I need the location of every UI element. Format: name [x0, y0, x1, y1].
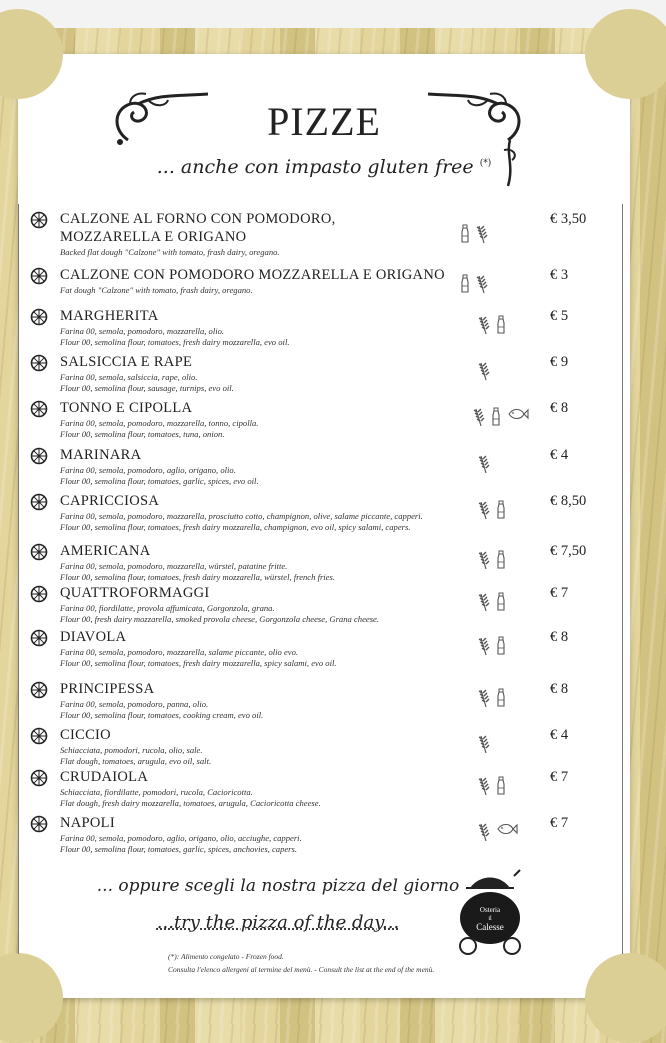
- allergen-icons: [478, 734, 496, 754]
- price: € 5: [550, 308, 569, 324]
- allergen-icons: [460, 224, 494, 244]
- price: € 8: [550, 681, 569, 697]
- price: € 8: [550, 400, 569, 416]
- price: € 4: [550, 727, 569, 743]
- allergen-icons: [478, 776, 512, 796]
- milk-bottle-icon: [496, 500, 506, 520]
- allergen-icons: [478, 500, 512, 520]
- milk-bottle-icon: [496, 315, 506, 335]
- milk-bottle-icon: [496, 550, 506, 570]
- left-rule: [18, 204, 19, 954]
- ingredients-english: Flour 00, semolina flour, tomatoes, garlic, spices, anchovies, capers.: [60, 844, 298, 854]
- daily-pizza-italian: ... oppure scegli la nostra pizza del giorno: [96, 876, 460, 896]
- pizza-name: PRINCIPESSA: [60, 681, 155, 697]
- allergen-icons: [478, 688, 512, 708]
- allergen-icons: [478, 636, 512, 656]
- footnote-frozen: (*): Alimento congelato - Frozen food.: [168, 952, 284, 961]
- pizza-name: CALZONE CON POMODORO MOZZARELLA E ORIGANO: [60, 267, 445, 283]
- ingredients-english: Flour 00, semolina flour, tomatoes, fresh dairy mozzarella, spicy salami, evo oil.: [60, 658, 337, 668]
- cart-wheel-icon: [30, 308, 48, 326]
- corner-cutout: [0, 953, 63, 1043]
- milk-bottle-icon: [460, 274, 470, 294]
- ingredients-italian: Farina 00, semola, pomodoro, mozzarella, tonno, cipolla.: [60, 418, 259, 428]
- wheat-icon: [478, 822, 490, 842]
- cart-wheel-icon: [30, 815, 48, 833]
- ingredients-italian: Backed flat dough "Calzone" with tomato, frash dairy, oregano.: [60, 247, 280, 257]
- top-bar: [0, 0, 666, 28]
- price: € 7: [550, 769, 569, 785]
- allergen-icons: [478, 454, 496, 474]
- cart-wheel-icon: [30, 354, 48, 372]
- wheat-icon: [478, 500, 490, 520]
- ingredients-italian: Schiacciata, fiordilatte, pomodori, rucola, Cacioricotta.: [60, 787, 253, 797]
- milk-bottle-icon: [496, 776, 506, 796]
- price: € 7: [550, 585, 569, 601]
- ingredients-italian: Schiacciata, pomodori, rucola, olio, sale.: [60, 745, 203, 755]
- pizza-name: CALZONE AL FORNO CON POMODORO,: [60, 211, 336, 227]
- price: € 9: [550, 354, 569, 370]
- milk-bottle-icon: [496, 592, 506, 612]
- ingredients-italian: Fat dough "Calzone" with tomato, frash dairy, oregano.: [60, 285, 253, 295]
- logo-line2: il: [488, 916, 492, 922]
- pizza-name: NAPOLI: [60, 815, 115, 831]
- daily-pizza-english: ...try the pizza of the day...: [156, 912, 400, 933]
- milk-bottle-icon: [460, 224, 470, 244]
- carriage-logo-icon: [456, 866, 524, 956]
- ingredients-italian: Farina 00, semola, salsiccia, rape, olio.: [60, 372, 198, 382]
- ingredients-italian: Farina 00, semola, pomodoro, mozzarella, prosciutto cotto, champignon, olive, salame piccante, capperi.: [60, 511, 423, 521]
- pizza-name: DIAVOLA: [60, 629, 127, 645]
- footnote-allergens: Consulta l'elenco allergeni al termine del menù. - Consult the list at the end of the menù.: [168, 965, 435, 974]
- ingredients-english: Flat dough, fresh dairy mozzarella, tomatoes, arugula, Cacioricotta cheese.: [60, 798, 321, 808]
- ingredients-italian: Farina 00, fiordilatte, provola affumicata, Gorgonzola, grana.: [60, 603, 275, 613]
- cart-wheel-icon: [30, 447, 48, 465]
- price: € 7: [550, 815, 569, 831]
- price: € 8,50: [550, 493, 587, 509]
- subtitle: [18, 156, 630, 178]
- milk-bottle-icon: [491, 407, 501, 427]
- osteria-logo: [456, 866, 524, 960]
- pizza-name: CAPRICCIOSA: [60, 493, 160, 509]
- allergen-icons: [478, 315, 512, 335]
- milk-bottle-icon: [496, 688, 506, 708]
- pizza-name: QUATTROFORMAGGI: [60, 585, 210, 601]
- price: € 3: [550, 267, 569, 283]
- wheat-icon: [476, 224, 488, 244]
- wheat-icon: [476, 274, 488, 294]
- ingredients-italian: Farina 00, semola, pomodoro, mozzarella, olio.: [60, 326, 225, 336]
- corner-cutout: [585, 953, 666, 1043]
- pizza-name: CICCIO: [60, 727, 111, 743]
- allergen-icons: [478, 592, 512, 612]
- wheat-icon: [478, 454, 490, 474]
- pizza-name: AMERICANA: [60, 543, 151, 559]
- fish-icon: [496, 822, 518, 836]
- pizza-name: CRUDAIOLA: [60, 769, 149, 785]
- ingredients-english: Flour 00, semolina flour, tomatoes, fresh dairy mozzarella, evo oil.: [60, 337, 290, 347]
- fish-icon: [507, 407, 529, 421]
- cart-wheel-icon: [30, 543, 48, 561]
- ingredients-english: Flat dough, tomatoes, arugula, evo oil, salt.: [60, 756, 212, 766]
- cart-wheel-icon: [30, 681, 48, 699]
- cart-wheel-icon: [30, 769, 48, 787]
- price: € 4: [550, 447, 569, 463]
- cart-wheel-icon: [30, 400, 48, 418]
- ingredients-english: Flour 00, semolina flour, tomatoes, cooking cream, evo oil.: [60, 710, 264, 720]
- ingredients-italian: Farina 00, semola, pomodoro, aglio, origano, olio, acciughe, capperi.: [60, 833, 302, 843]
- wheat-icon: [478, 776, 490, 796]
- pizza-name: TONNO E CIPOLLA: [60, 400, 193, 416]
- ingredients-italian: Farina 00, semola, pomodoro, panna, olio.: [60, 699, 209, 709]
- cart-wheel-icon: [30, 267, 48, 285]
- pizza-name: MARINARA: [60, 447, 142, 463]
- corner-cutout: [585, 9, 666, 99]
- cart-wheel-icon: [30, 493, 48, 511]
- ingredients-english: Flour 00, fresh dairy mozzarella, smoked provola cheese, Gorgonzola cheese, Grana cheese.: [60, 614, 380, 624]
- cart-wheel-icon: [30, 629, 48, 647]
- price: € 8: [550, 629, 569, 645]
- pizza-name: SALSICCIA E RAPE: [60, 354, 193, 370]
- ingredients-english: Flour 00, semolina flour, tomatoes, garlic, spices, evo oil.: [60, 476, 259, 486]
- wheat-icon: [478, 688, 490, 708]
- wheat-icon: [478, 636, 490, 656]
- cart-wheel-icon: [30, 727, 48, 745]
- ingredients-italian: Farina 00, semola, pomodoro, mozzarella, würstel, patatine fritte.: [60, 561, 288, 571]
- subtitle-mark: (*): [479, 158, 492, 169]
- wheat-icon: [478, 592, 490, 612]
- allergen-icons: [473, 407, 535, 427]
- ingredients-english: Flour 00, semolina flour, tomatoes, fresh dairy mozzarella, würstel, french fries.: [60, 572, 335, 582]
- logo-line1: Osteria: [479, 906, 501, 914]
- wheat-icon: [478, 361, 490, 381]
- cart-wheel-icon: [30, 211, 48, 229]
- wheat-icon: [478, 315, 490, 335]
- allergen-icons: [478, 361, 496, 381]
- ingredients-italian: Farina 00, semola, pomodoro, mozzarella, salame piccante, olio evo.: [60, 647, 299, 657]
- wheat-icon: [478, 550, 490, 570]
- subtitle-text: ... anche con impasto gluten free: [156, 156, 474, 178]
- ingredients-english: Flour 00, semolina flour, tomatoes, fresh dairy mozzarella, champignon, evo oil, spicy salami, capers.: [60, 522, 411, 532]
- pizza-name: MARGHERITA: [60, 308, 159, 324]
- page-title: PIZZE: [267, 99, 381, 144]
- menu-card: [18, 54, 630, 998]
- logo-line3: Calesse: [476, 922, 504, 932]
- allergen-icons: [478, 550, 512, 570]
- ingredients-english: Flour 00, semolina flour, tomatoes, tuna, onion.: [60, 429, 225, 439]
- right-rule: [622, 204, 623, 954]
- wheat-icon: [473, 407, 485, 427]
- cart-wheel-icon: [30, 585, 48, 603]
- price: € 3,50: [550, 211, 587, 227]
- milk-bottle-icon: [496, 636, 506, 656]
- ingredients-italian: Farina 00, semola, pomodoro, aglio, origano, olio.: [60, 465, 236, 475]
- price: € 7,50: [550, 543, 587, 559]
- allergen-icons: [460, 274, 494, 294]
- allergen-icons: [478, 822, 524, 842]
- wheat-icon: [478, 734, 490, 754]
- ingredients-english: Flour 00, semolina flour, sausage, turnips, evo oil.: [60, 383, 234, 393]
- pizza-name-line2: MOZZARELLA E ORIGANO: [60, 229, 247, 245]
